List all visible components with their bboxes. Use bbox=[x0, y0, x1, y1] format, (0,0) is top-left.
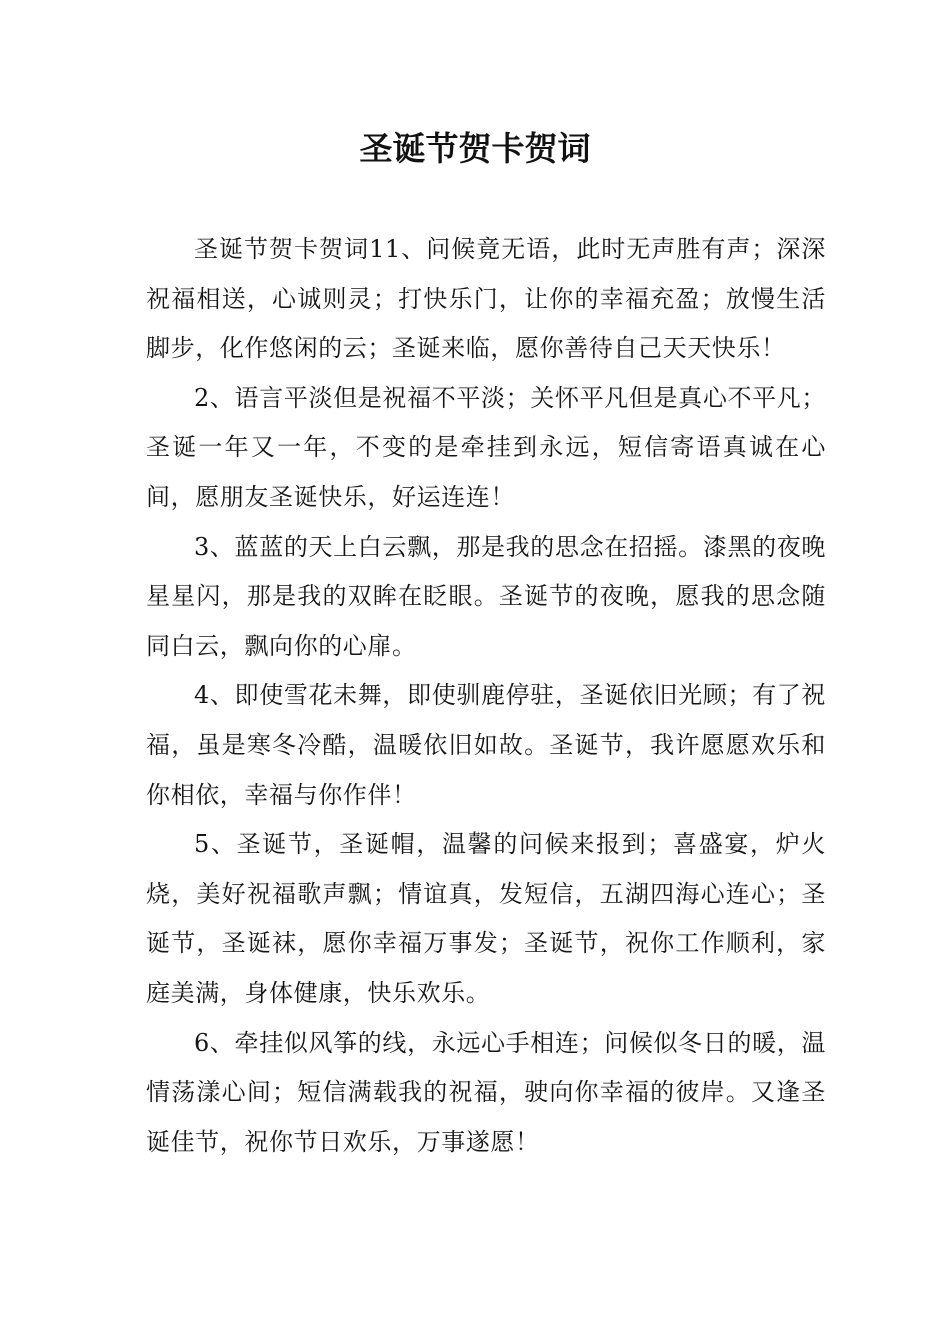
paragraph-2: 2、语言平淡但是祝福不平淡；关怀平凡但是真心不平凡；圣诞一年又一年，不变的是牵挂到永远，短信寄语真诚在心间，愿朋友圣诞快乐，好运连连！ bbox=[146, 383, 826, 511]
paragraph-3: 3、蓝蓝的天上白云飘，那是我的思念在招摇。漆黑的夜晚星星闪，那是我的双眸在眨眼。圣诞节的夜晚，愿我的思念随同白云，飘向你的心扉。 bbox=[146, 532, 826, 660]
paragraph-1: 圣诞节贺卡贺词11、问候竟无语，此时无声胜有声；深深祝福相送，心诚则灵；打快乐门，让你的幸福充盈；放慢生活脚步，化作悠闲的云；圣诞来临，愿你善待自己天天快乐！ bbox=[146, 235, 826, 363]
paragraph-6: 6、牵挂似风筝的线，永远心手相连；问候似冬日的暖，温情荡漾心间；短信满载我的祝福，驶向你幸福的彼岸。又逢圣诞佳节，祝你节日欢乐，万事遂愿！ bbox=[146, 1028, 826, 1156]
document-body bbox=[146, 225, 826, 1167]
document-title: 圣诞节贺卡贺词 bbox=[359, 129, 591, 168]
paragraph-5: 5、圣诞节，圣诞帽，温馨的问候来报到；喜盛宴，炉火烧，美好祝福歌声飘；情谊真，发短信，五湖四海心连心；圣诞节，圣诞袜，愿你幸福万事发；圣诞节，祝你工作顺利，家庭美满，身体健康，快乐欢乐。 bbox=[146, 830, 826, 1007]
paragraph-4: 4、即使雪花未舞，即使驯鹿停驻，圣诞依旧光顾；有了祝福，虽是寒冬冷酷，温暖依旧如故。圣诞节，我许愿愿欢乐和你相依，幸福与你作伴！ bbox=[146, 681, 826, 809]
